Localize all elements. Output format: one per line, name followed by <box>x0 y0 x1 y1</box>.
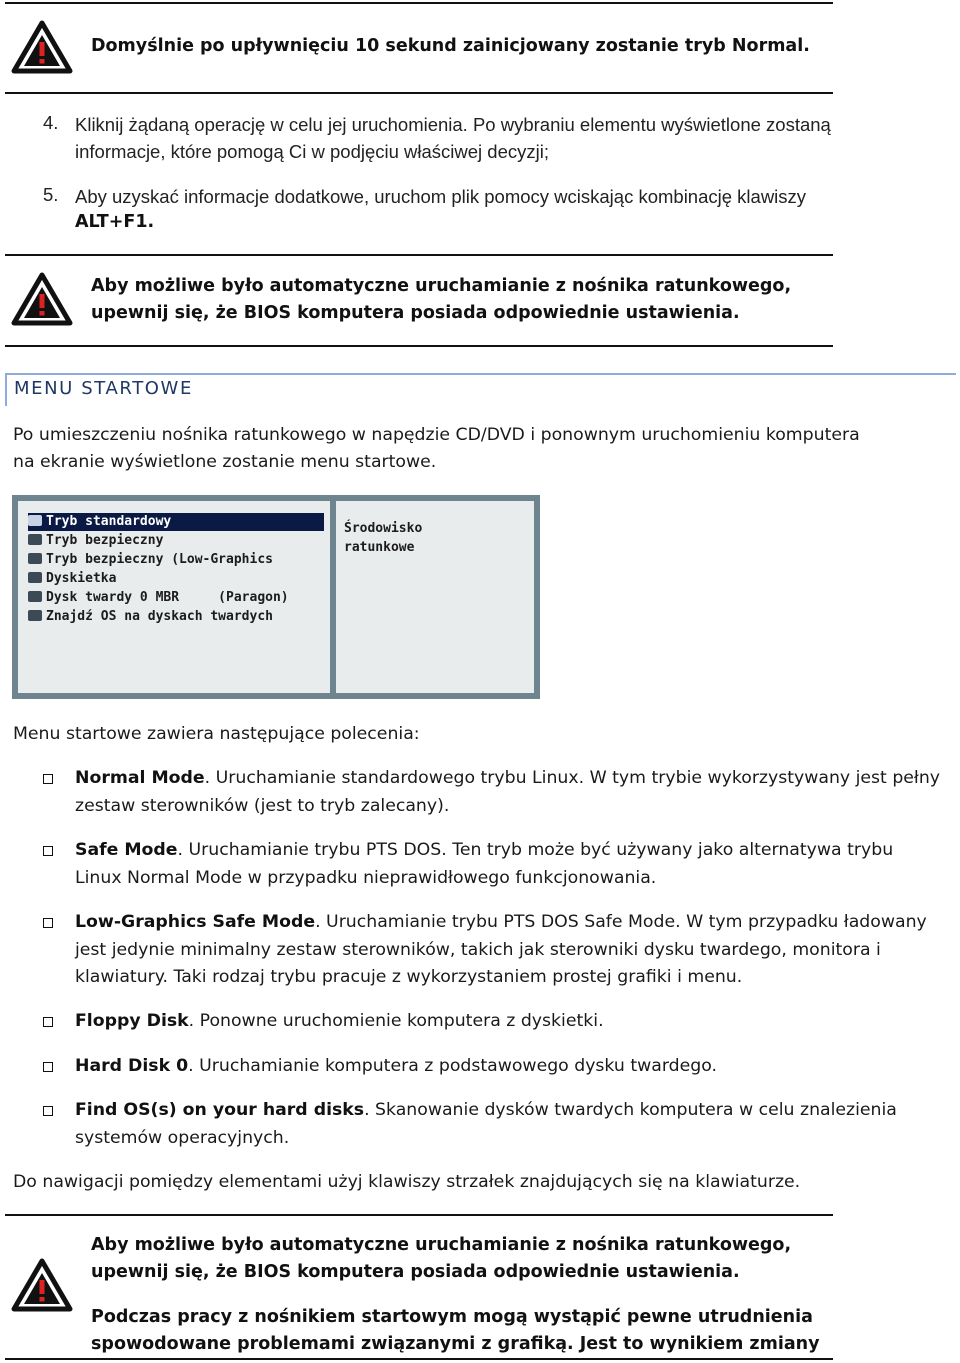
boot-menu-item[interactable]: Tryb bezpieczny (Low-Graphics <box>28 551 324 569</box>
boot-menu-item[interactable]: Tryb bezpieczny <box>28 532 324 550</box>
step-number: 5. <box>43 184 59 205</box>
commands-intro: Menu startowe zawiera następujące polecenia: <box>13 724 420 744</box>
bullet-icon <box>43 1106 53 1116</box>
warning-text: upewnij się, że BIOS komputera posiada odpowiednie ustawienia. <box>91 303 740 323</box>
warning-bottom-rule <box>5 92 833 94</box>
boot-item-icon <box>28 534 42 545</box>
step-shortcut: ALT+F1. <box>75 212 155 232</box>
boot-menu-description <box>336 501 534 693</box>
list-item: Normal Mode. Uruchamianie standardowego trybu Linux. W tym trybie wykorzystywany jest pełny zestaw sterowników (jest to tryb zalecany). <box>75 768 941 816</box>
list-item: Floppy Disk. Ponowne uruchomienie komputera z dyskietki. <box>75 1011 604 1031</box>
boot-menu-item[interactable]: Tryb standardowy <box>28 513 324 531</box>
hard-disk-icon <box>28 610 42 621</box>
boot-item-icon <box>28 515 42 526</box>
warning-top-rule <box>5 254 833 256</box>
section-rule-left <box>5 373 7 406</box>
boot-menu-list <box>18 501 330 693</box>
list-item: Hard Disk 0. Uruchamianie komputera z podstawowego dysku twardego. <box>75 1056 717 1076</box>
warning-text: Domyślnie po upływnięciu 10 sekund zainicjowany zostanie tryb Normal. <box>91 36 810 56</box>
list-item: Safe Mode. Uruchamianie trybu PTS DOS. Ten tryb może być używany jako alternatywa trybu Linux Normal Mode w przypadku nieprawidłowego funkcjonowania. <box>75 840 894 888</box>
warning-icon <box>11 1258 73 1312</box>
step-text-line: Aby uzyskać informacje dodatkowe, uruchom plik pomocy wciskając kombinację klawiszy <box>75 186 807 207</box>
step-text-line: informacje, które pomogą Ci w podjęciu właściwej decyzji; <box>75 141 549 162</box>
warning-text: spowodowane problemami związanymi z grafiką. Jest to wynikiem zmiany <box>91 1334 820 1354</box>
step-text-line: Kliknij żądaną operację w celu jej uruchomienia. Po wybraniu elementu wyświetlone zostaną <box>75 114 831 135</box>
boot-menu-item[interactable]: Dysk twardy 0 MBR (Paragon) <box>28 589 324 607</box>
bullet-icon <box>43 1017 53 1027</box>
boot-menu-item[interactable]: Dyskietka <box>28 570 324 588</box>
warning-text: upewnij się, że BIOS komputera posiada odpowiednie ustawienia. <box>91 1262 740 1282</box>
list-item: Low-Graphics Safe Mode. Uruchamianie trybu PTS DOS Safe Mode. W tym przypadku ładowany jest jedynie minimalny zestaw sterowników, takich jak sterowniki dysku twardego, monitora i klawiatury. Taki rodzaj trybu pracuje z wykorzystaniem prostej grafiki i menu. <box>75 912 927 987</box>
section-rule <box>5 373 956 375</box>
section-title: MENU STARTOWE <box>14 378 193 399</box>
boot-menu-item[interactable]: Znajdź OS na dyskach twardych <box>28 608 324 626</box>
warning-bottom-rule <box>5 1358 833 1360</box>
hard-disk-icon <box>28 591 42 602</box>
warning-top-rule <box>5 1214 833 1216</box>
warning-icon <box>11 20 73 74</box>
bullet-icon <box>43 1062 53 1072</box>
warning-icon <box>11 272 73 326</box>
boot-menu-screenshot <box>12 495 540 699</box>
warning-top-rule <box>5 2 833 4</box>
bullet-icon <box>43 846 53 856</box>
section-intro-line: Po umieszczeniu nośnika ratunkowego w napędzie CD/DVD i ponownym uruchomieniu komputera <box>13 425 860 445</box>
section-intro-line: na ekranie wyświetlone zostanie menu startowe. <box>13 452 437 472</box>
navigation-note: Do nawigacji pomiędzy elementami użyj klawiszy strzałek znajdujących się na klawiaturze. <box>13 1172 801 1192</box>
warning-text: Aby możliwe było automatyczne uruchamianie z nośnika ratunkowego, <box>91 1235 792 1255</box>
boot-item-icon <box>28 553 42 564</box>
bullet-icon <box>43 918 53 928</box>
warning-text: Podczas pracy z nośnikiem startowym mogą wystąpić pewne utrudnienia <box>91 1307 813 1327</box>
boot-description-text: Środowisko ratunkowe <box>344 521 423 555</box>
step-number: 4. <box>43 112 59 133</box>
list-item: Find OS(s) on your hard disks. Skanowanie dysków twardych komputera w celu znalezienia systemów operacyjnych. <box>75 1100 897 1148</box>
warning-text: Aby możliwe było automatyczne uruchamianie z nośnika ratunkowego, <box>91 276 792 296</box>
bullet-icon <box>43 774 53 784</box>
warning-bottom-rule <box>5 345 833 347</box>
floppy-icon <box>28 572 42 583</box>
